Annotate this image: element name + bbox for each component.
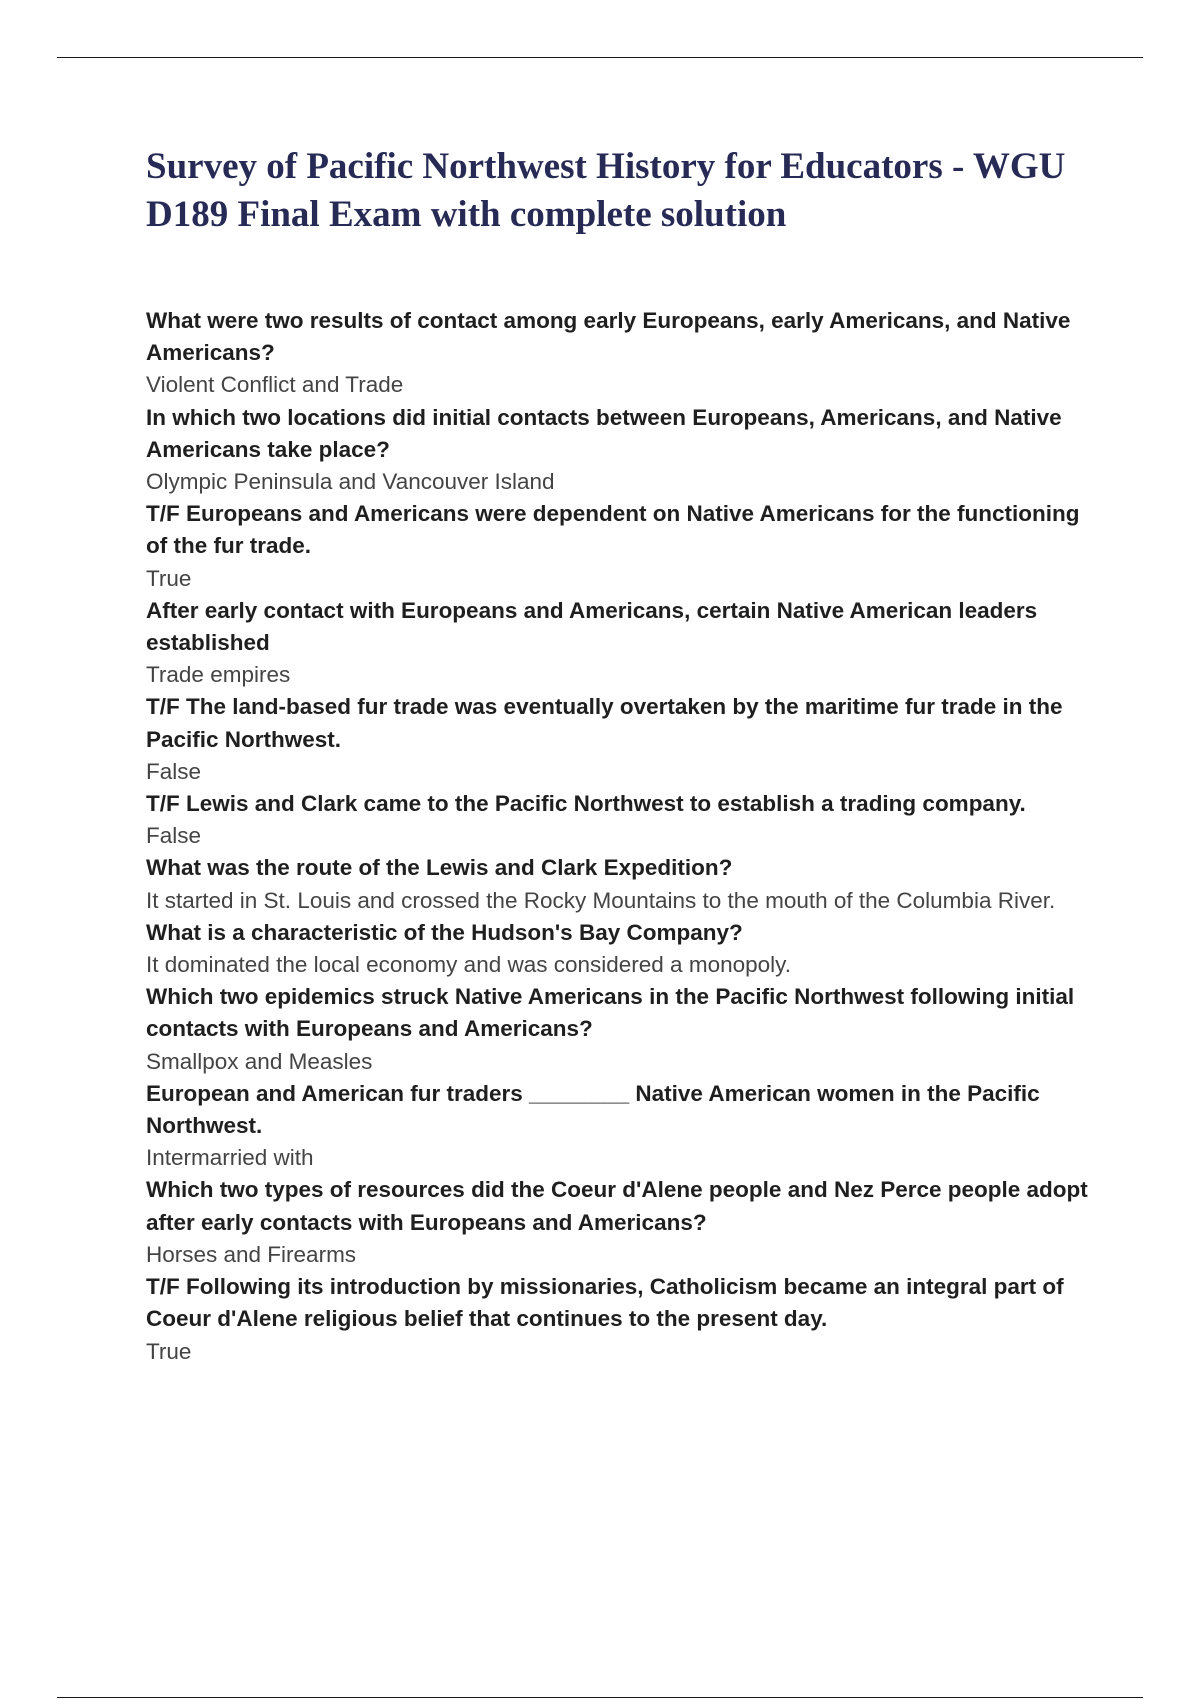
answer-text: It started in St. Louis and crossed the Rocky Mountains to the mouth of the Columbia River. — [146, 887, 1056, 913]
question-text: Which two types of resources did the Coeur d'Alene people and Nez Perce people adopt after early contacts with Europeans and Americans? — [146, 1177, 1088, 1235]
qa-item — [146, 852, 1096, 916]
qa-item — [146, 981, 1096, 1078]
qa-item — [146, 305, 1096, 402]
answer-text: True — [146, 1338, 192, 1364]
qa-item — [146, 1174, 1096, 1271]
qa-item — [146, 595, 1096, 692]
qa-item — [146, 917, 1096, 981]
question-text: European and American fur traders ________ Native American women in the Pacific Northwest. — [146, 1080, 1040, 1139]
question-text: What is a characteristic of the Hudson's Bay Company? — [146, 919, 743, 945]
answer-text: It dominated the local economy and was considered a monopoly. — [146, 952, 791, 978]
answer-text: True — [146, 565, 192, 591]
bottom-rule — [57, 1697, 1143, 1698]
question-text: In which two locations did initial contacts between Europeans, Americans, and Native Americans take place? — [146, 404, 1062, 462]
qa-item — [146, 1271, 1096, 1368]
answer-text: Olympic Peninsula and Vancouver Island — [146, 469, 555, 495]
answer-text: False — [146, 758, 202, 784]
question-text: Which two epidemics struck Native Americans in the Pacific Northwest following initial contacts with Europeans and Americans? — [146, 984, 1075, 1042]
question-text: T/F Following its introduction by missionaries, Catholicism became an integral part of Coeur d'Alene religious belief that continues to the present day. — [146, 1274, 1064, 1332]
question-text: After early contact with Europeans and Americans, certain Native American leaders established — [146, 597, 1038, 656]
qa-list — [146, 305, 1096, 1368]
answer-text: Smallpox and Measles — [146, 1048, 373, 1074]
qa-item — [146, 402, 1096, 499]
qa-item — [146, 1078, 1096, 1175]
question-text: T/F Europeans and Americans were dependent on Native Americans for the functioning of the fur trade. — [146, 501, 1080, 559]
qa-item — [146, 498, 1096, 595]
qa-item — [146, 788, 1096, 852]
answer-text: Horses and Firearms — [146, 1241, 357, 1267]
question-text: T/F The land-based fur trade was eventually overtaken by the maritime fur trade in the Pacific Northwest. — [146, 694, 1063, 752]
top-rule — [57, 57, 1143, 58]
question-text: What was the route of the Lewis and Clark Expedition? — [146, 855, 733, 881]
answer-text: Violent Conflict and Trade — [146, 372, 404, 398]
answer-text: Intermarried with — [146, 1145, 314, 1171]
question-text: T/F Lewis and Clark came to the Pacific Northwest to establish a trading company. — [146, 791, 1026, 817]
document-title: Survey of Pacific Northwest History for Educators - WGU D189 Final Exam with complete solution — [146, 146, 1066, 235]
question-text: What were two results of contact among early Europeans, early Americans, and Native Americans? — [146, 308, 1071, 366]
answer-text: False — [146, 823, 202, 849]
answer-text: Trade empires — [146, 662, 291, 688]
qa-item — [146, 691, 1096, 788]
